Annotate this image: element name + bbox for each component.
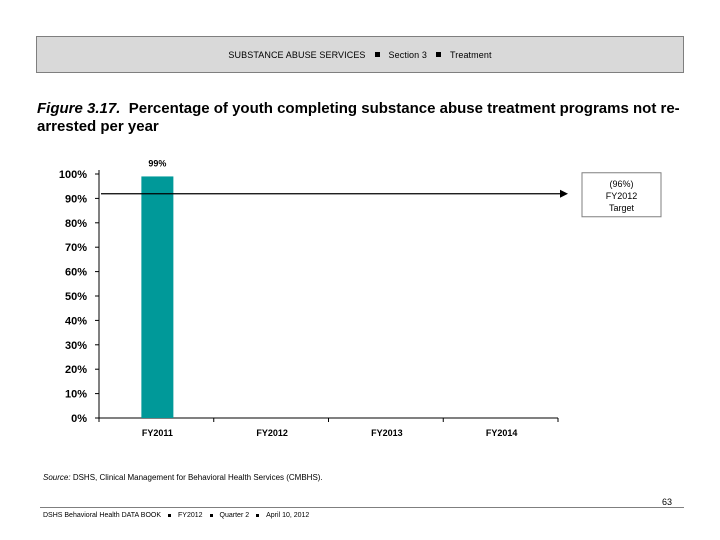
section-number: Section 3 (388, 49, 427, 60)
y-tick-label: 0% (71, 413, 87, 425)
bullet-separator-icon (256, 514, 259, 517)
footer (43, 512, 309, 519)
x-category-label: FY2014 (485, 428, 518, 438)
footer-quarter: Quarter 2 (219, 512, 250, 519)
y-tick-label: 100% (58, 169, 87, 181)
target-callout-text: Target (608, 202, 635, 213)
y-tick-label: 10% (64, 388, 87, 401)
x-category-label: FY2011 (141, 428, 173, 438)
footer-book-title: DSHS Behavioral Health DATA BOOK (43, 512, 162, 519)
figure-label: Figure 3.17. (37, 100, 121, 117)
y-tick-label: 30% (64, 339, 87, 352)
y-tick-label: 50% (64, 291, 87, 303)
x-category-label: FY2013 (371, 428, 403, 438)
x-category-label: FY2012 (256, 428, 288, 438)
bullet-separator-icon (168, 514, 171, 517)
figure-title-text: Percentage of youth completing substance abuse treatment programs not re-arrested per year (37, 100, 680, 135)
y-tick-label: 80% (64, 217, 87, 230)
source-label: Source: (43, 473, 71, 482)
arrow-head-icon (560, 190, 568, 198)
y-tick-label: 40% (64, 315, 87, 328)
footer-fiscal-year: FY2012 (178, 512, 203, 519)
source-note (43, 473, 323, 482)
footer-date: April 10, 2012 (266, 512, 310, 519)
target-callout-value: (96%) (609, 178, 634, 189)
source-text: DSHS, Clinical Management for Behavioral Health Services (CMBHS). (72, 473, 323, 482)
footer-divider (40, 507, 684, 508)
section-label: SUBSTANCE ABUSE SERVICES (228, 49, 366, 60)
y-tick-label: 20% (64, 364, 87, 377)
bullet-separator-icon (210, 514, 213, 517)
y-tick-label: 70% (64, 242, 87, 255)
section-name: Treatment (449, 49, 492, 60)
y-tick-label: 90% (64, 193, 87, 206)
y-tick-label: 60% (64, 266, 87, 279)
target-callout-year: FY2012 (605, 190, 638, 201)
bar-data-label: 99% (148, 158, 167, 169)
page-number: 63 (662, 497, 673, 507)
bar-fy2011 (141, 176, 173, 418)
